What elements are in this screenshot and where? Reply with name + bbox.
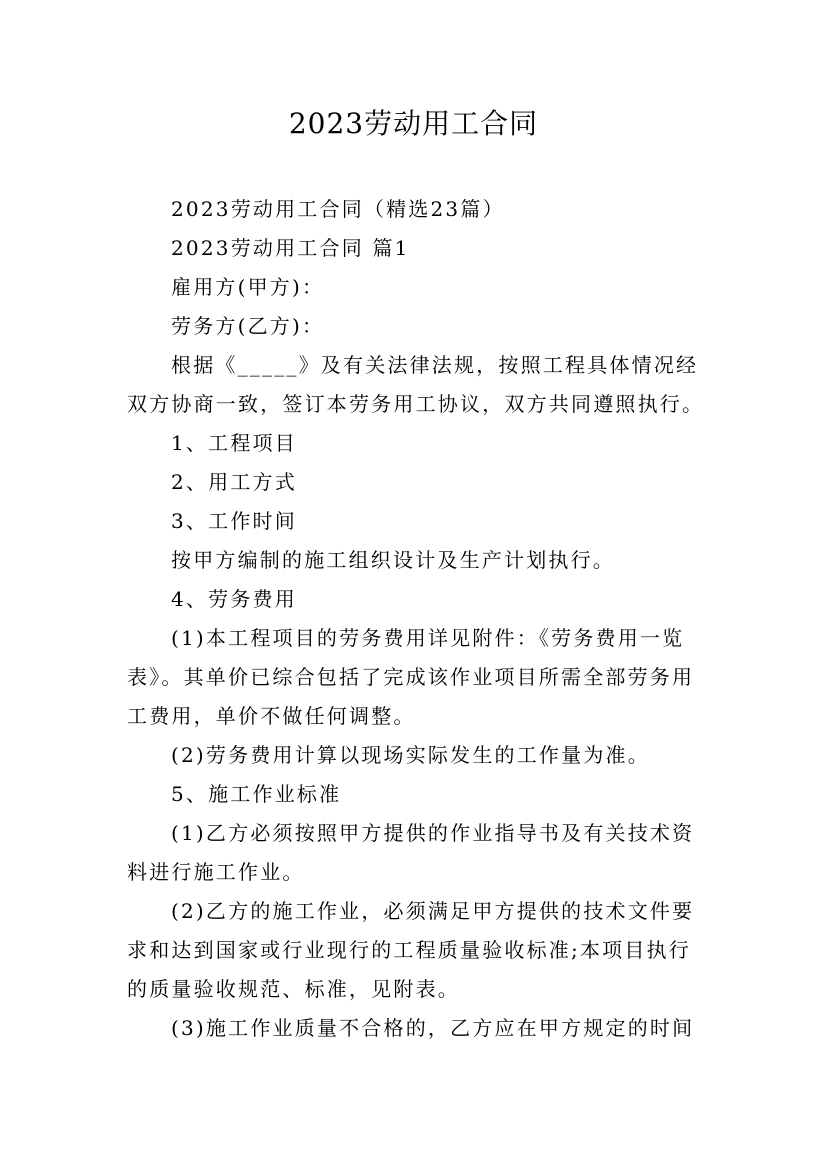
paragraph-line: 按甲方编制的施工组织设计及生产计划执行。 <box>171 548 615 572</box>
paragraph-line: 5、施工作业标准 <box>171 782 342 806</box>
paragraph-line: 双方协商一致，签订本劳务用工协议，双方共同遵照执行。 <box>127 392 705 416</box>
paragraph-line: 的质量验收规范、标准，见附表。 <box>127 977 460 1001</box>
paragraph-line: (3)施工作业质量不合格的，乙方应在甲方规定的时间 <box>171 1016 695 1040</box>
paragraph-line: 工费用，单价不做任何调整。 <box>127 704 416 728</box>
paragraph-line: 1、工程项目 <box>171 431 297 455</box>
paragraph-line: 料进行施工作业。 <box>127 860 305 884</box>
document-body <box>127 190 727 1048</box>
paragraph-line: 2023劳动用工合同（精选23篇） <box>171 197 505 221</box>
paragraph-line: 4、劳务费用 <box>171 587 297 611</box>
paragraph-line: 求和达到国家或行业现行的工程质量验收标准;本项目执行 <box>127 938 691 962</box>
paragraph-line: (1)乙方必须按照甲方提供的作业指导书及有关技术资 <box>171 821 695 845</box>
paragraph-line: (2)劳务费用计算以现场实际发生的工作量为准。 <box>171 743 650 767</box>
paragraph-line: 3、工作时间 <box>171 509 297 533</box>
paragraph-line: (2)乙方的施工作业，必须满足甲方提供的技术文件要 <box>171 899 695 923</box>
paragraph-line: (1)本工程项目的劳务费用详见附件：《劳务费用一览 <box>171 626 685 650</box>
paragraph-line: 表》。其单价已综合包括了完成该作业项目所需全部劳务用 <box>127 665 695 689</box>
paragraph-line: 2、用工方式 <box>171 470 297 494</box>
document-title: 2023劳动用工合同 <box>288 107 539 140</box>
paragraph-line: 2023劳动用工合同 篇1 <box>171 236 410 260</box>
paragraph-line: 根据《_____》及有关法律法规，按照工程具体情况经 <box>171 353 699 377</box>
paragraph-line: 雇用方(甲方)： <box>171 275 325 299</box>
paragraph-line: 劳务方(乙方)： <box>171 314 325 338</box>
